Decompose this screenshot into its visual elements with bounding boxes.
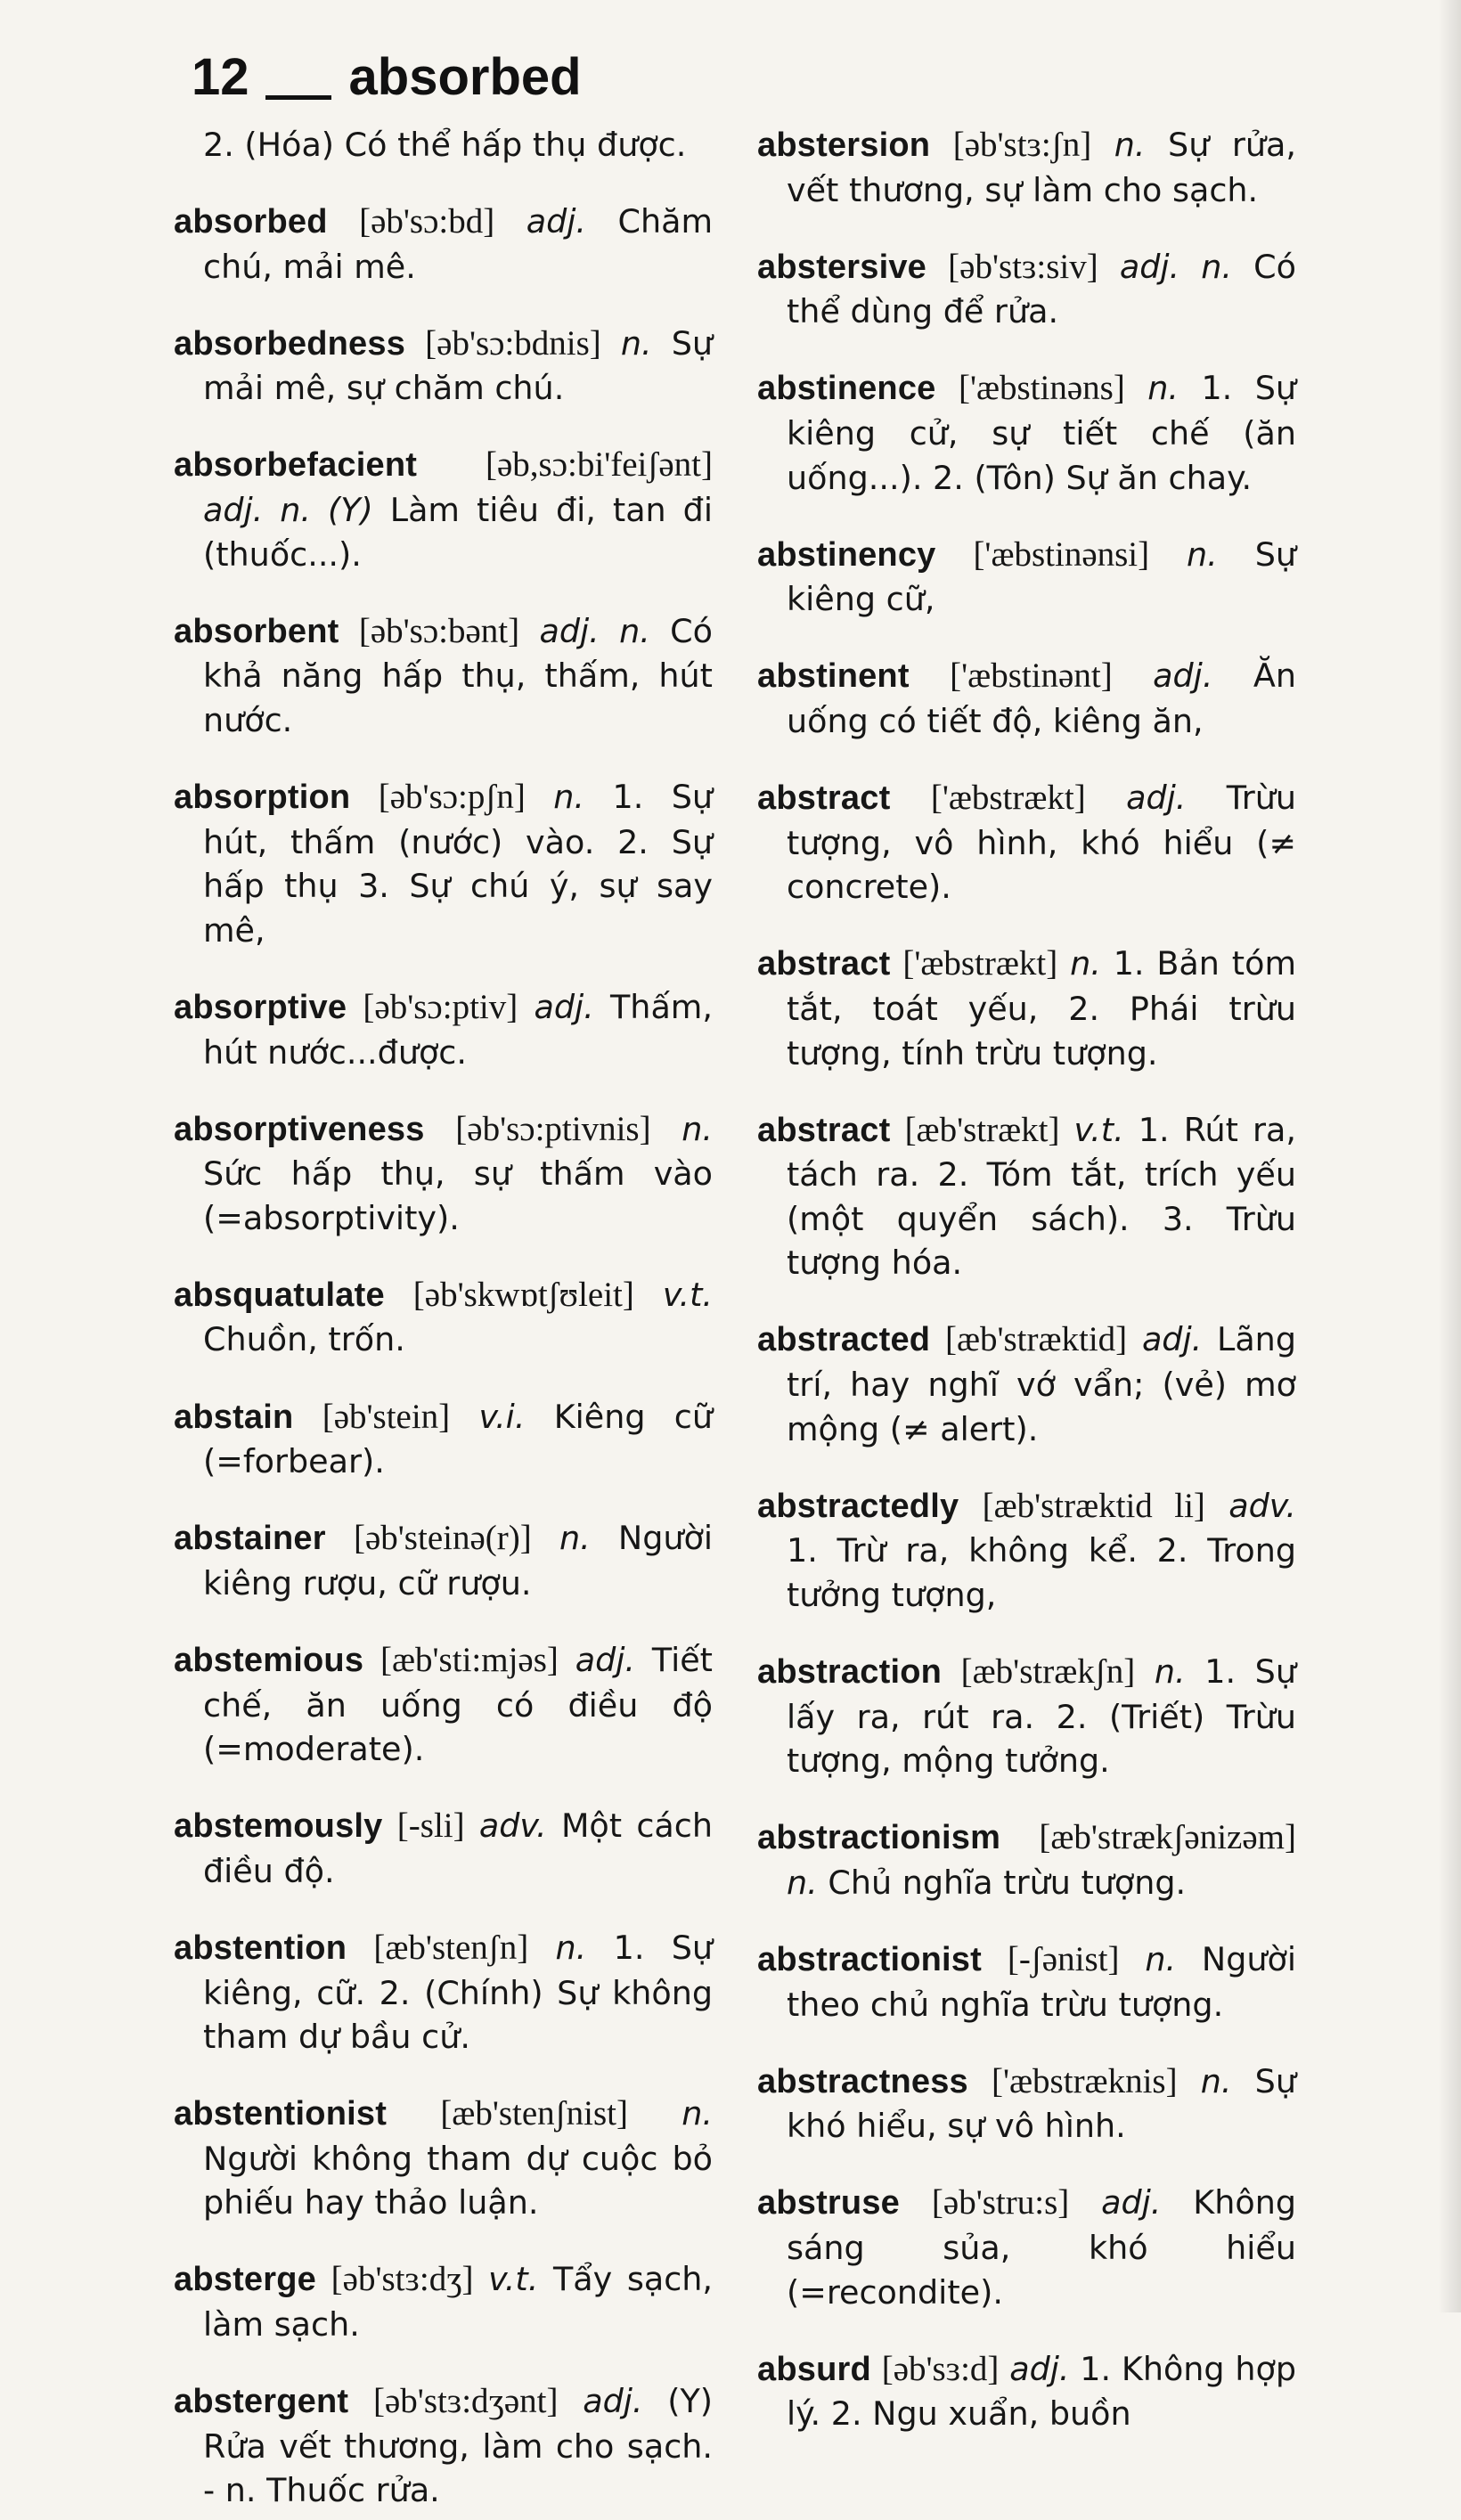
dictionary-entry xyxy=(174,985,713,1074)
entry-headword: abstractionist xyxy=(757,1941,982,1978)
dictionary-entry xyxy=(174,2257,713,2346)
entry-definition: 1. Không hợp lý. 2. Ngu xuẩn, buồn xyxy=(787,2349,1297,2434)
left-column xyxy=(174,123,713,2520)
entry-headword: abstention xyxy=(174,1929,347,1967)
entry-definition: Chuồn, trốn. xyxy=(203,1320,405,1359)
dictionary-entry xyxy=(757,533,1296,622)
entry-pronunciation: [əb'sɔ:bənt] xyxy=(358,611,520,650)
dictionary-entry xyxy=(757,654,1296,743)
entry-definition: Người kiêng rượu, cữ rượu. xyxy=(203,1519,713,1603)
entry-definition: Sự rửa, vết thương, sự làm cho sạch. xyxy=(787,126,1296,209)
entry-headword: abstraction xyxy=(757,1653,943,1692)
dictionary-entry xyxy=(174,775,713,952)
entry-pos: adj. xyxy=(1009,2349,1070,2388)
entry-pronunciation: [əb'sɔ:bdnis] xyxy=(425,323,601,363)
entry-pos: adj. n. (Y) xyxy=(203,491,373,530)
entry-definition: 2. (Hóa) Có thể hấp thụ được. xyxy=(203,126,687,164)
dictionary-entry xyxy=(757,1484,1296,1618)
dictionary-entry xyxy=(757,123,1296,212)
entry-pos: adj. n. xyxy=(539,611,650,650)
entry-definition: 1. Sự kiêng, cữ. 2. (Chính) Sự không tham dự bầu cử. xyxy=(203,1928,714,2057)
entry-pos: n. xyxy=(555,1928,587,1967)
entry-definition: Người không tham dự cuộc bỏ phiếu hay thảo luận. xyxy=(203,2139,713,2222)
entry-definition: Có khả năng hấp thụ, thấm, hút nước. xyxy=(203,611,713,739)
entry-headword: abstersive xyxy=(757,248,927,286)
entry-headword: absorptiveness xyxy=(174,1110,425,1148)
entry-headword: abstract xyxy=(757,1111,891,1149)
entry-pos: v.i. xyxy=(478,1397,526,1436)
entry-pos: v.t. xyxy=(1073,1110,1124,1149)
dictionary-entry xyxy=(757,1815,1296,1904)
entry-pronunciation: [æb'strækʃn] xyxy=(960,1652,1136,1692)
entry-pos: adj. xyxy=(583,2382,643,2421)
entry-pos: n. xyxy=(1147,369,1179,408)
entry-headword: absorptive xyxy=(174,988,347,1026)
page-header xyxy=(192,27,582,107)
entry-pos: n. xyxy=(1200,2061,1232,2100)
entry-definition: 1. Sự hút, thấm (nước) vào. 2. Sự hấp thụ 3. Sự chú ý, sự say mê, xyxy=(203,778,714,950)
entry-pos: adv. xyxy=(478,1806,547,1846)
entry-definition: Sức hấp thụ, sự thấm vào (=absorptivity). xyxy=(203,1154,713,1237)
entry-pronunciation: [əb'sɔ:pʃn] xyxy=(378,778,526,817)
entry-definition: 1. Sự lấy ra, rút ra. 2. (Triết) Trừu tượng, mộng tưởng. xyxy=(787,1652,1296,1781)
entry-headword: absurd xyxy=(757,2350,871,2388)
dictionary-entry xyxy=(174,1926,713,2059)
dictionary-entry xyxy=(174,123,713,167)
dictionary-entry xyxy=(757,366,1296,500)
entry-definition: Chủ nghĩa trừu tượng. xyxy=(828,1863,1187,1902)
entry-pronunciation: [æb'strækʃənizəm] xyxy=(1039,1818,1296,1857)
entry-pos: n. xyxy=(559,1519,591,1558)
entry-headword: absorbefacient xyxy=(174,446,418,485)
guide-word: absorbed xyxy=(348,48,582,106)
dictionary-entry xyxy=(174,1516,713,1605)
dictionary-entry xyxy=(174,443,713,576)
entry-pos: n. xyxy=(1114,126,1146,164)
entry-pos: n. xyxy=(553,778,585,817)
entry-pronunciation: [æb'stræktid] xyxy=(944,1320,1128,1359)
entry-pronunciation: [əb'stru:s] xyxy=(931,2183,1070,2222)
entry-pos: n. xyxy=(682,1109,714,1148)
entry-definition: Một cách điều độ. xyxy=(203,1806,713,1890)
entry-pronunciation: [əb'skwɒtʃʊleit] xyxy=(412,1275,634,1314)
entry-definition: Có thể dùng để rửa. xyxy=(787,247,1296,331)
dictionary-entry xyxy=(174,2379,713,2513)
entry-pos: adv. xyxy=(1228,1486,1296,1525)
dictionary-entry xyxy=(757,2181,1296,2314)
dictionary-entry xyxy=(757,1317,1296,1451)
dictionary-entry xyxy=(757,1937,1296,2027)
dictionary-entry xyxy=(174,609,713,743)
entry-headword: abstract xyxy=(757,945,891,983)
entry-headword: abstruse xyxy=(757,2184,901,2222)
dictionary-entry xyxy=(757,2059,1296,2149)
dictionary-entry xyxy=(757,776,1296,909)
entry-pos: n. xyxy=(1145,1940,1177,1978)
dictionary-entry xyxy=(174,1107,713,1241)
entry-pos: adj. n. xyxy=(1119,247,1233,286)
dictionary-entry xyxy=(757,2347,1296,2436)
entry-pronunciation: [əb'sɔ:bd] xyxy=(359,202,495,241)
entry-pos: adj. xyxy=(1153,657,1213,696)
right-column xyxy=(757,123,1296,2443)
dictionary-entry xyxy=(174,1638,713,1772)
entry-pos: n. xyxy=(787,1863,818,1902)
entry-headword: abstergent xyxy=(174,2383,349,2421)
entry-definition: Tẩy sạch, làm sạch. xyxy=(203,2260,714,2345)
entry-headword: abstain xyxy=(174,1398,294,1436)
entry-definition: 1. Trừ ra, không kể. 2. Trong tưởng tượng, xyxy=(787,1531,1296,1614)
dictionary-entry xyxy=(174,1273,713,1362)
entry-headword: abstainer xyxy=(174,1520,326,1558)
entry-pronunciation: [əb'sɔ:ptiv] xyxy=(363,987,518,1026)
dictionary-entry xyxy=(757,1108,1296,1285)
entry-definition: (Y) Rửa vết thương, làm cho sạch. - n. Thuốc rửa. xyxy=(203,2382,713,2510)
entry-pos: n. xyxy=(682,2094,713,2133)
dictionary-entry xyxy=(757,245,1296,334)
entry-headword: abstemously xyxy=(174,1807,383,1846)
entry-pos: adj. xyxy=(1141,1320,1203,1359)
entry-pronunciation: ['æbstræknis] xyxy=(992,2061,1178,2100)
entry-pos: v.t. xyxy=(662,1275,713,1314)
entry-pronunciation: ['æbstinəns] xyxy=(958,369,1125,408)
dictionary-entry xyxy=(757,1650,1296,1783)
entry-definition: Sự khó hiểu, sự vô hình. xyxy=(787,2061,1296,2146)
entry-pronunciation: [əb'sɜ:d] xyxy=(881,2349,1000,2388)
entry-headword: abstract xyxy=(757,779,891,818)
entry-definition: Tiết chế, ăn uống có điều độ (=moderate). xyxy=(203,1640,713,1769)
entry-definition: 1. Sự kiêng cử, sự tiết chế (ăn uống...). 2. (Tôn) Sự ăn chay. xyxy=(787,369,1297,497)
entry-definition: Chăm chú, mải mê. xyxy=(203,202,714,286)
entry-pronunciation: ['æbstrækt] xyxy=(902,944,1058,983)
entry-pos: n. xyxy=(1187,534,1218,574)
entry-definition: Sự kiêng cữ, xyxy=(787,534,1296,619)
entry-definition: Không sáng sủa, khó hiểu (=recondite). xyxy=(787,2183,1296,2312)
entry-definition: Làm tiêu đi, tan đi (thuốc...). xyxy=(203,491,713,574)
entry-definition: 1. Bản tóm tắt, toát yếu, 2. Phái trừu tượng, tính trừu tượng. xyxy=(787,944,1296,1072)
entry-definition: Ăn uống có tiết độ, kiêng ăn, xyxy=(787,657,1296,740)
page-number: 12 xyxy=(192,48,249,106)
entry-pronunciation: [əb'stɜ:dʒənt] xyxy=(373,2382,559,2421)
dictionary-entry xyxy=(174,322,713,411)
entry-headword: abstractionism xyxy=(757,1819,1001,1857)
entry-definition: 1. Rút ra, tách ra. 2. Tóm tắt, trích yếu (một quyển sách). 3. Trừu tượng hóa. xyxy=(787,1110,1296,1283)
entry-pronunciation: [əb'stɜ:ʃn] xyxy=(952,126,1092,164)
entry-pronunciation: [æb'stenʃn] xyxy=(373,1928,529,1967)
dictionary-entry xyxy=(174,2092,713,2225)
entry-headword: abstersion xyxy=(757,126,931,164)
entry-pronunciation: [əb'steinə(r)] xyxy=(353,1519,532,1558)
dictionary-entry xyxy=(174,1395,713,1484)
dictionary-entry xyxy=(174,1804,713,1893)
entry-pos: adj. xyxy=(575,1640,636,1679)
entry-pronunciation: [-sli] xyxy=(396,1806,465,1846)
entry-headword: absquatulate xyxy=(174,1276,385,1314)
entry-definition: Thấm, hút nước...được. xyxy=(203,987,713,1072)
entry-pronunciation: [æb'sti:mjəs] xyxy=(380,1640,559,1679)
entry-pos: adj. xyxy=(534,987,594,1026)
entry-definition: Trừu tượng, vô hình, khó hiểu (≠ concrete). xyxy=(787,779,1296,907)
entry-headword: abstentionist xyxy=(174,2095,388,2133)
entry-pos: adj. xyxy=(526,202,586,241)
entry-pronunciation: [-ʃənist] xyxy=(1007,1940,1120,1978)
dictionary-entry xyxy=(757,942,1296,1075)
entry-headword: abstracted xyxy=(757,1321,931,1359)
entry-headword: abstractedly xyxy=(757,1487,959,1525)
entry-pos: adj. xyxy=(1101,2183,1162,2222)
entry-headword: absorbed xyxy=(174,203,328,241)
header-rule xyxy=(265,95,331,100)
entry-definition: Kiêng cữ (=forbear). xyxy=(203,1397,713,1481)
entry-pronunciation: [əb'stɜ:siv] xyxy=(948,247,1098,286)
entry-pronunciation: [æb'stræktid li] xyxy=(982,1486,1205,1525)
entry-headword: absorbedness xyxy=(174,324,406,363)
entry-pos: v.t. xyxy=(488,2260,539,2299)
entry-headword: absorption xyxy=(174,779,351,817)
entry-headword: abstinence xyxy=(757,370,936,408)
entry-pronunciation: ['æbstinənsi] xyxy=(973,534,1150,574)
entry-headword: abstinent xyxy=(757,657,910,696)
entry-definition: Lãng trí, hay nghĩ vớ vẩn; (vẻ) mơ mộng (≠ alert). xyxy=(787,1320,1296,1448)
entry-headword: abstinency xyxy=(757,535,936,574)
entry-definition: Sự mải mê, sự chăm chú. xyxy=(203,323,714,408)
entry-pronunciation: ['æbstinənt] xyxy=(950,657,1113,696)
entry-pos: n. xyxy=(1154,1652,1186,1692)
page-edge-shadow xyxy=(1438,0,1461,2312)
entry-pronunciation: [əb'stɜ:dʒ] xyxy=(331,2260,474,2299)
entry-pronunciation: [əb'sɔ:ptivnis] xyxy=(455,1109,651,1148)
entry-pos: n. xyxy=(620,323,652,363)
entry-pos: adj. xyxy=(1126,779,1187,818)
entry-pronunciation: ['æbstrækt] xyxy=(930,779,1086,818)
entry-headword: abstemious xyxy=(174,1641,364,1679)
dictionary-entry xyxy=(174,200,713,289)
entry-pronunciation: [əb'stein] xyxy=(322,1397,451,1436)
entry-headword: absterge xyxy=(174,2261,317,2299)
entry-pronunciation: [əb,sɔ:bi'feiʃənt] xyxy=(486,445,713,485)
entry-pos: n. xyxy=(1070,944,1101,983)
entry-pronunciation: [æb'strækt] xyxy=(904,1110,1060,1149)
entry-headword: abstractness xyxy=(757,2062,968,2100)
entry-headword: absorbent xyxy=(174,612,339,650)
entry-definition: Người theo chủ nghĩa trừu tượng. xyxy=(787,1940,1296,2024)
entry-pronunciation: [æb'stenʃnist] xyxy=(440,2094,628,2133)
